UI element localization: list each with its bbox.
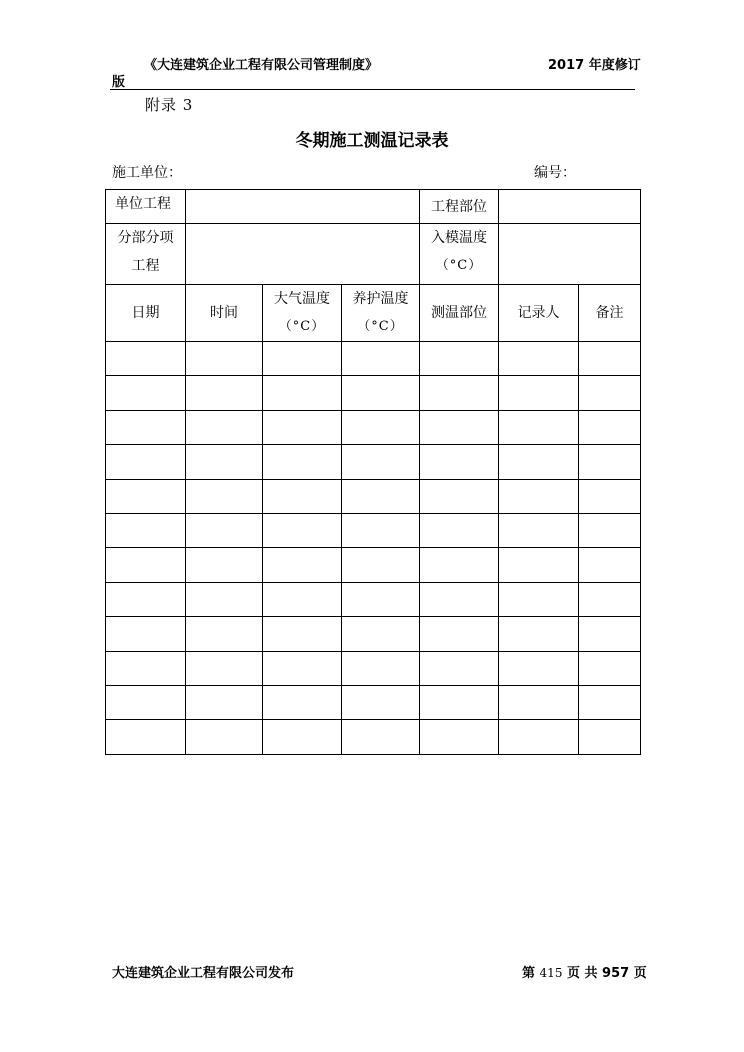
- cell-recorder[interactable]: [499, 720, 579, 754]
- col-header-air-temperature: [263, 285, 342, 342]
- cell-remarks[interactable]: [579, 685, 641, 719]
- col-header-curing-temperature: [342, 285, 420, 342]
- header-divider: [110, 89, 635, 90]
- cell-curing-temperature[interactable]: [342, 479, 420, 513]
- cell-air-temperature[interactable]: [263, 617, 342, 651]
- cell-curing-temperature[interactable]: [342, 651, 420, 685]
- cell-recorder[interactable]: [499, 513, 579, 547]
- cell-measure-location[interactable]: [420, 376, 499, 410]
- header-revision-continued: 版: [112, 75, 126, 90]
- page-mid: 页 共: [566, 966, 598, 981]
- cell-curing-temperature[interactable]: [342, 376, 420, 410]
- sub-item-label-line1: 分部分项: [117, 230, 174, 246]
- cell-recorder[interactable]: [499, 651, 579, 685]
- cell-curing-temperature[interactable]: [342, 582, 420, 616]
- cell-date[interactable]: [106, 720, 186, 754]
- cell-date[interactable]: [106, 582, 186, 616]
- cell-air-temperature[interactable]: [263, 513, 342, 547]
- cell-air-temperature[interactable]: [263, 376, 342, 410]
- table-row: [106, 376, 641, 410]
- form-title: 冬期施工测温记录表: [295, 131, 449, 151]
- cell-recorder[interactable]: [499, 342, 579, 376]
- cell-date[interactable]: [106, 685, 186, 719]
- temperature-record-table: [105, 189, 641, 755]
- footer-publisher: 大连建筑企业工程有限公司发布: [112, 966, 295, 981]
- table-row: [106, 410, 641, 444]
- cell-date[interactable]: [106, 410, 186, 444]
- cell-recorder[interactable]: [499, 445, 579, 479]
- footer-page-info: [522, 962, 647, 981]
- cell-recorder[interactable]: [499, 548, 579, 582]
- cell-measure-location[interactable]: [420, 410, 499, 444]
- cell-remarks[interactable]: [579, 342, 641, 376]
- cell-date[interactable]: [106, 342, 186, 376]
- cell-curing-temperature[interactable]: [342, 617, 420, 651]
- cell-time[interactable]: [186, 548, 263, 582]
- table-row: [106, 342, 641, 376]
- cell-measure-location[interactable]: [420, 651, 499, 685]
- cell-recorder[interactable]: [499, 685, 579, 719]
- header-document-title: 《大连建筑企业工程有限公司管理制度》: [144, 58, 379, 73]
- cell-time[interactable]: [186, 342, 263, 376]
- cell-measure-location[interactable]: [420, 479, 499, 513]
- cell-curing-temperature[interactable]: [342, 410, 420, 444]
- cell-air-temperature[interactable]: [263, 685, 342, 719]
- cell-curing-temperature[interactable]: [342, 548, 420, 582]
- table-row: [106, 445, 641, 479]
- cell-curing-temperature[interactable]: [342, 720, 420, 754]
- cell-date[interactable]: [106, 376, 186, 410]
- cell-date[interactable]: [106, 513, 186, 547]
- cell-time[interactable]: [186, 617, 263, 651]
- cell-measure-location[interactable]: [420, 342, 499, 376]
- cell-measure-location[interactable]: [420, 617, 499, 651]
- cell-remarks[interactable]: [579, 479, 641, 513]
- cell-recorder[interactable]: [499, 410, 579, 444]
- cell-time[interactable]: [186, 685, 263, 719]
- cell-measure-location[interactable]: [420, 548, 499, 582]
- cell-curing-temperature[interactable]: [342, 445, 420, 479]
- table-row: [106, 582, 641, 616]
- cell-remarks[interactable]: [579, 651, 641, 685]
- cell-time[interactable]: [186, 651, 263, 685]
- cell-air-temperature[interactable]: [263, 582, 342, 616]
- project-part-value[interactable]: [499, 190, 641, 224]
- page-total: 957: [602, 966, 630, 981]
- cell-time[interactable]: [186, 513, 263, 547]
- col-header-time: 时间: [186, 285, 263, 342]
- project-unit-value[interactable]: [186, 190, 420, 224]
- curing-temperature-unit: （°C）: [357, 319, 404, 334]
- cell-recorder[interactable]: [499, 376, 579, 410]
- cell-remarks[interactable]: [579, 376, 641, 410]
- cell-remarks[interactable]: [579, 445, 641, 479]
- table-row: [106, 548, 641, 582]
- project-unit-label: 单位工程: [106, 190, 186, 224]
- cell-air-temperature[interactable]: [263, 720, 342, 754]
- cell-date[interactable]: [106, 548, 186, 582]
- cell-curing-temperature[interactable]: [342, 513, 420, 547]
- project-part-label: 工程部位: [420, 190, 499, 224]
- cell-recorder[interactable]: [499, 479, 579, 513]
- cell-air-temperature[interactable]: [263, 479, 342, 513]
- form-number-label: 编号：: [534, 165, 576, 181]
- cell-recorder[interactable]: [499, 582, 579, 616]
- sub-item-label-line2: 工程: [131, 258, 160, 274]
- mold-temperature-unit: （°C）: [435, 258, 483, 273]
- cell-curing-temperature[interactable]: [342, 685, 420, 719]
- mold-temperature-value[interactable]: [499, 224, 641, 285]
- page-prefix: 第: [522, 966, 536, 981]
- table-row: [106, 479, 641, 513]
- col-header-measure-location: 测温部位: [420, 285, 499, 342]
- cell-measure-location[interactable]: [420, 685, 499, 719]
- cell-time[interactable]: [186, 479, 263, 513]
- cell-air-temperature[interactable]: [263, 445, 342, 479]
- cell-remarks[interactable]: [579, 410, 641, 444]
- mold-temperature-label: [420, 224, 499, 285]
- cell-time[interactable]: [186, 582, 263, 616]
- cell-air-temperature[interactable]: [263, 410, 342, 444]
- cell-date[interactable]: [106, 445, 186, 479]
- record-rows: [106, 342, 641, 755]
- cell-curing-temperature[interactable]: [342, 342, 420, 376]
- table-row: [106, 720, 641, 754]
- mold-temperature-label-line1: 入模温度: [431, 230, 487, 246]
- page-number: 415: [539, 966, 563, 980]
- table-row: [106, 513, 641, 547]
- cell-date[interactable]: [106, 479, 186, 513]
- cell-time[interactable]: [186, 720, 263, 754]
- header-revision: 2017 年度修订: [548, 58, 641, 73]
- cell-air-temperature[interactable]: [263, 342, 342, 376]
- sub-item-label: [106, 224, 186, 285]
- cell-time[interactable]: [186, 410, 263, 444]
- col-header-date: 日期: [106, 285, 186, 342]
- sub-item-value[interactable]: [186, 224, 420, 285]
- cell-date[interactable]: [106, 617, 186, 651]
- appendix-label: 附录 3: [145, 96, 194, 114]
- air-temperature-label: 大气温度: [274, 291, 330, 307]
- col-header-remarks: 备注: [579, 285, 641, 342]
- cell-recorder[interactable]: [499, 617, 579, 651]
- page-suffix: 页: [633, 966, 647, 981]
- cell-remarks[interactable]: [579, 548, 641, 582]
- cell-air-temperature[interactable]: [263, 548, 342, 582]
- cell-remarks[interactable]: [579, 617, 641, 651]
- cell-remarks[interactable]: [579, 720, 641, 754]
- col-header-recorder: 记录人: [499, 285, 579, 342]
- table-row: [106, 651, 641, 685]
- table-row: [106, 617, 641, 651]
- cell-measure-location[interactable]: [420, 513, 499, 547]
- cell-time[interactable]: [186, 376, 263, 410]
- cell-date[interactable]: [106, 651, 186, 685]
- air-temperature-unit: （°C）: [278, 319, 326, 334]
- cell-air-temperature[interactable]: [263, 651, 342, 685]
- cell-measure-location[interactable]: [420, 445, 499, 479]
- curing-temperature-label: 养护温度: [352, 291, 409, 307]
- cell-measure-location[interactable]: [420, 720, 499, 754]
- cell-remarks[interactable]: [579, 582, 641, 616]
- cell-time[interactable]: [186, 445, 263, 479]
- construction-unit-label: 施工单位：: [112, 165, 182, 181]
- table-row: [106, 685, 641, 719]
- cell-measure-location[interactable]: [420, 582, 499, 616]
- cell-remarks[interactable]: [579, 513, 641, 547]
